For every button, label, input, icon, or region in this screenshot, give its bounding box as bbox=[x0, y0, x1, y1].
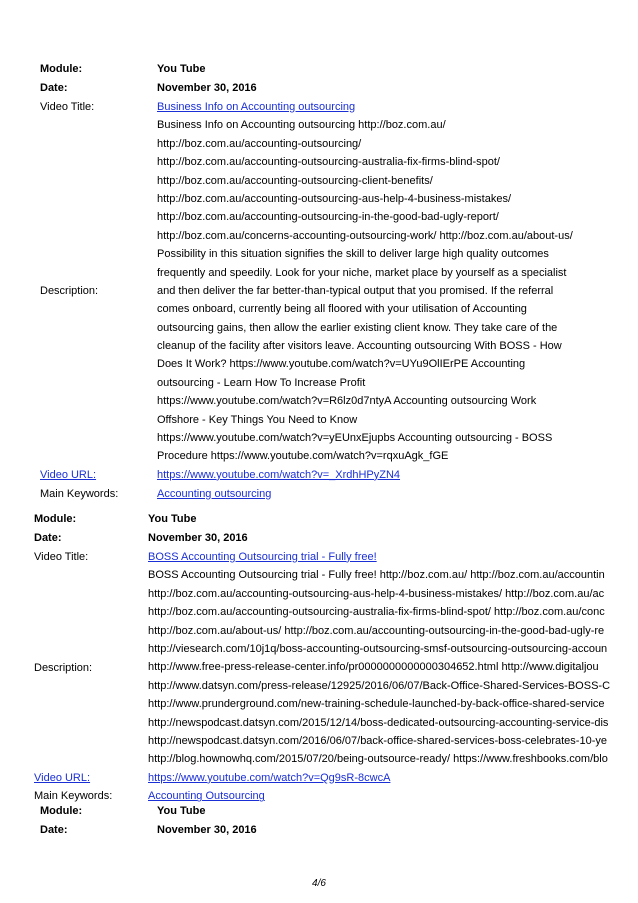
date-value: November 30, 2016 bbox=[148, 531, 248, 544]
description-line: http://viesearch.com/10j1q/boss-accounting-outsourcing-smsf-outsourcing-outsourcing-accoun bbox=[148, 642, 608, 655]
module-row bbox=[40, 802, 595, 821]
description-line: http://boz.com.au/about-us/ http://boz.com.au/accounting-outsourcing-in-the-good-bad-ugly-re bbox=[148, 624, 605, 637]
keywords-label: Main Keywords: bbox=[40, 487, 119, 500]
description-row bbox=[34, 566, 638, 768]
video-url-link[interactable]: https://www.youtube.com/watch?v=Qg9sR-8cwcA bbox=[148, 771, 391, 784]
video-title-row bbox=[40, 98, 595, 117]
video-url-row bbox=[40, 466, 595, 485]
description-line: http://boz.com.au/accounting-outsourcing-in-the-good-bad-ugly-report/ bbox=[157, 211, 499, 224]
description-line: http://blog.hownowhq.com/2015/07/20/being-outsource-ready/ https://www.freshbooks.com/blo bbox=[148, 753, 608, 766]
description-text bbox=[148, 566, 638, 768]
description-line: http://boz.com.au/accounting-outsourcing-aus-help-4-business-mistakes/ bbox=[157, 192, 512, 205]
date-row bbox=[40, 821, 595, 840]
module-label: Module: bbox=[40, 805, 83, 817]
date-value: November 30, 2016 bbox=[157, 81, 257, 94]
date-row bbox=[40, 79, 595, 98]
description-line: http://www.free-press-release-center.info/pr0000000000000304652.html http://www.digitaljou bbox=[148, 661, 599, 674]
description-line: http://www.datsyn.com/press-release/12925/2016/06/07/Back-Office-Shared-Services-BOSS-C bbox=[148, 679, 611, 692]
description-line: Procedure https://www.youtube.com/watch?v=rqxuAgk_fGE bbox=[157, 450, 449, 463]
date-label: Date: bbox=[40, 823, 68, 836]
description-line: http://boz.com.au/accounting-outsourcing-australia-fix-firms-blind-spot/ http://boz.com.au/conc bbox=[148, 606, 605, 619]
module-label: Module: bbox=[40, 63, 83, 75]
video-url-label[interactable]: Video URL: bbox=[34, 771, 91, 784]
description-line: http://newspodcast.datsyn.com/2015/12/14/boss-dedicated-outsourcing-accounting-service-dis bbox=[148, 716, 609, 729]
description-line: Offshore - Key Things You Need to Know bbox=[157, 413, 358, 426]
record-3 bbox=[40, 802, 595, 840]
date-row bbox=[34, 529, 638, 548]
video-title-link[interactable]: Business Info on Accounting outsourcing bbox=[157, 100, 356, 113]
description-line: outsourcing - Learn How To Increase Profit bbox=[157, 376, 366, 389]
keywords-link[interactable]: Accounting Outsourcing bbox=[148, 790, 265, 803]
description-line: https://www.youtube.com/watch?v=R6lz0d7ntyA Accounting outsourcing Work bbox=[157, 395, 537, 408]
keywords-link[interactable]: Accounting outsourcing bbox=[157, 487, 272, 500]
description-line: cleanup of the facility after visitors leave. Accounting outsourcing With BOSS - How bbox=[157, 340, 562, 353]
video-title-link[interactable]: BOSS Accounting Outsourcing trial - Fully free! bbox=[148, 550, 377, 563]
date-label: Date: bbox=[34, 531, 62, 544]
description-line: http://boz.com.au/accounting-outsourcing/ bbox=[157, 137, 362, 150]
keywords-label: Main Keywords: bbox=[34, 790, 113, 803]
date-label: Date: bbox=[40, 81, 68, 94]
video-url-label[interactable]: Video URL: bbox=[40, 468, 97, 481]
video-title-label: Video Title: bbox=[34, 550, 89, 563]
video-url-link[interactable]: https://www.youtube.com/watch?v=_XrdhHPyZN4 bbox=[157, 468, 401, 481]
description-row bbox=[40, 116, 595, 465]
description-line: BOSS Accounting Outsourcing trial - Fully free! http://boz.com.au/ http://boz.com.au/accountin bbox=[148, 569, 605, 582]
description-line: Does It Work? https://www.youtube.com/watch?v=UYu9OlIErPE Accounting bbox=[157, 358, 526, 371]
video-title-label: Video Title: bbox=[40, 100, 95, 113]
description-line: and then deliver the far better-than-typical output that you promised. If the referral bbox=[157, 284, 554, 297]
description-line: http://www.prunderground.com/new-training-schedule-launched-by-back-office-shared-service bbox=[148, 698, 605, 711]
description-text bbox=[157, 116, 595, 465]
date-value: November 30, 2016 bbox=[157, 823, 257, 836]
record-1 bbox=[40, 60, 595, 503]
module-label: Module: bbox=[34, 513, 77, 525]
description-label: Description: bbox=[40, 285, 99, 298]
keywords-row bbox=[40, 485, 595, 504]
description-line: http://boz.com.au/concerns-accounting-outsourcing-work/ http://boz.com.au/about-us/ bbox=[157, 229, 573, 242]
description-line: http://boz.com.au/accounting-outsourcing-australia-fix-firms-blind-spot/ bbox=[157, 156, 500, 169]
description-line: Possibility in this situation signifies the skill to deliver large high quality outcomes bbox=[157, 248, 549, 261]
video-title-row bbox=[34, 548, 638, 567]
description-label: Description: bbox=[34, 661, 93, 674]
module-row bbox=[40, 60, 595, 79]
module-value: You Tube bbox=[148, 513, 197, 525]
module-row bbox=[34, 510, 638, 529]
record-2 bbox=[34, 510, 638, 806]
description-line: http://boz.com.au/accounting-outsourcing-client-benefits/ bbox=[157, 174, 433, 187]
module-value: You Tube bbox=[157, 63, 206, 75]
video-url-row bbox=[34, 769, 638, 788]
description-line: comes onboard, currently being all floored with your utilisation of Accounting bbox=[157, 303, 527, 316]
description-line: Business Info on Accounting outsourcing http://boz.com.au/ bbox=[157, 119, 446, 132]
description-line: http://newspodcast.datsyn.com/2016/06/07/back-office-shared-services-boss-celebrates-10-ye bbox=[148, 734, 607, 747]
description-line: outsourcing gains, then allow the earlier existing client know. They take care of the bbox=[157, 321, 558, 334]
description-line: http://boz.com.au/accounting-outsourcing-aus-help-4-business-mistakes/ http://boz.com.au/ac bbox=[148, 587, 605, 600]
description-line: https://www.youtube.com/watch?v=yEUnxEjupbs Accounting outsourcing - BOSS bbox=[157, 432, 553, 445]
page-number: 4/6 bbox=[312, 878, 326, 889]
module-value: You Tube bbox=[157, 805, 206, 817]
description-line: frequently and speedily. Look for your niche, market place by yourself as a specialist bbox=[157, 266, 567, 279]
